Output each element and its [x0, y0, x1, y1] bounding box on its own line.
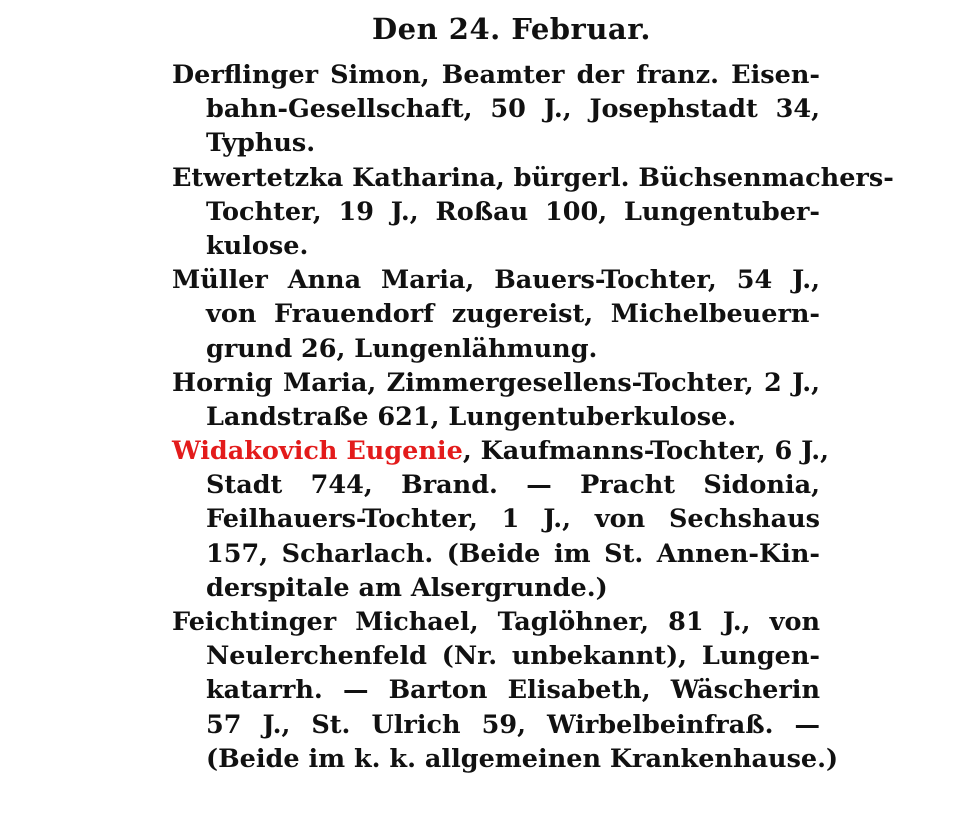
death-notice-entry	[172, 263, 820, 366]
entry-line: derspitale am Alsergrunde.)	[206, 572, 608, 603]
entry-line	[172, 434, 830, 468]
entry-line: Feichtinger Michael, Taglöhner, 81 J., von	[172, 607, 820, 637]
entry-line: Neulerchenfeld (Nr. unbekannt), Lungen-	[206, 641, 820, 672]
entry-line: Müller Anna Maria, Bauers-Tochter, 54 J.,	[172, 265, 820, 296]
entry-line: katarrh. — Barton Elisabeth, Wäscherin	[206, 675, 820, 706]
entry-line: grund 26, Lungenlähmung.	[206, 333, 598, 364]
entry-line: Hornig Maria, Zimmergesellens-Tochter, 2 J.,	[172, 367, 820, 398]
entry-line: Typhus.	[206, 128, 316, 159]
entry-line: von Frauendorf zugereist, Michelbeuern-	[206, 299, 820, 330]
entry-line: 57 J., St. Ulrich 59, Wirbelbeinfraß. —	[206, 709, 820, 740]
entry-line-rest: , Kaufmanns-Tochter, 6 J.,	[462, 436, 830, 467]
entry-line: 157, Scharlach. (Beide im St. Annen-Kin-	[206, 538, 820, 569]
entry-line: Landstraße 621, Lungentuberkulose.	[206, 401, 737, 432]
death-notice-entry-highlighted	[172, 434, 830, 605]
death-notice-entry	[172, 605, 839, 776]
date-heading: Den 24. Februar.	[372, 12, 651, 46]
death-notice-entry	[172, 58, 820, 161]
entry-line: kulose.	[206, 230, 309, 261]
death-notice-list	[172, 58, 894, 776]
entry-line: Feilhauers-Tochter, 1 J., von Sechshaus	[206, 504, 820, 535]
entry-line: Etwertetzka Katharina, bürgerl. Büchsenmachers-	[172, 162, 894, 193]
entry-line: (Beide im k. k. allgemeinen Krankenhause.)	[206, 743, 839, 774]
death-notice-entry	[172, 161, 894, 264]
entry-line: Stadt 744, Brand. — Pracht Sidonia,	[206, 470, 820, 501]
highlighted-name: Widakovich Eugenie	[172, 436, 463, 467]
entry-line: Derflinger Simon, Beamter der franz. Eisen-	[172, 60, 820, 90]
death-notice-entry	[172, 366, 820, 434]
entry-line: Tochter, 19 J., Roßau 100, Lungentuber-	[206, 196, 820, 227]
entry-line: bahn-Gesellschaft, 50 J., Josephstadt 34,	[206, 94, 820, 125]
